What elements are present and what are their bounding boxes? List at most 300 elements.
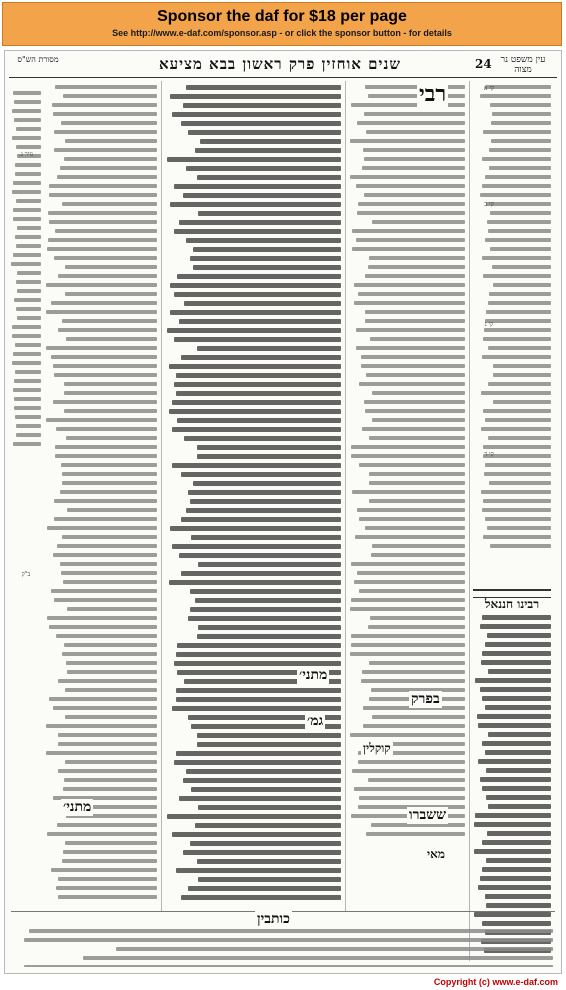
text-line <box>489 166 551 170</box>
text-line <box>195 598 341 603</box>
text-line <box>170 202 341 207</box>
text-line <box>17 316 41 320</box>
text-line <box>46 310 157 314</box>
copyright-link[interactable]: Copyright (c) www.e-daf.com <box>433 977 558 987</box>
gemara-label: גמ׳ <box>307 713 324 729</box>
text-line <box>55 445 157 449</box>
text-line <box>64 391 157 395</box>
text-line <box>60 562 157 566</box>
text-line <box>13 352 42 356</box>
text-line <box>478 723 551 728</box>
text-line <box>58 895 157 899</box>
text-line <box>485 418 551 422</box>
text-line <box>55 229 157 233</box>
text-line <box>46 418 157 422</box>
text-line <box>482 741 551 746</box>
tosafot-column <box>45 85 157 905</box>
text-line <box>16 145 42 149</box>
text-line <box>197 454 341 459</box>
text-line <box>181 571 341 576</box>
text-line <box>56 886 157 890</box>
text-line <box>176 391 341 396</box>
text-line <box>83 956 553 960</box>
text-line <box>359 589 465 593</box>
text-line <box>356 238 465 242</box>
text-line <box>15 163 41 167</box>
text-line <box>372 418 465 422</box>
side-note-3: קי ג <box>484 321 494 328</box>
text-line <box>170 526 341 531</box>
text-line <box>351 562 465 566</box>
text-line <box>493 373 551 377</box>
text-line <box>350 733 465 737</box>
text-line <box>55 85 157 89</box>
text-line <box>485 238 551 242</box>
text-line <box>46 283 157 287</box>
text-line <box>480 777 551 782</box>
text-line <box>482 921 551 926</box>
text-line <box>487 526 551 530</box>
text-line <box>14 406 41 410</box>
text-line <box>491 139 551 143</box>
text-line <box>190 841 341 846</box>
text-line <box>190 589 341 594</box>
text-line <box>170 310 341 315</box>
gemara-column <box>165 85 341 905</box>
text-line <box>176 652 341 657</box>
text-line <box>51 589 157 593</box>
text-line <box>176 751 341 756</box>
text-line <box>16 244 42 248</box>
text-line <box>485 894 551 899</box>
text-line <box>483 130 551 134</box>
text-line <box>486 903 551 908</box>
text-line <box>53 400 157 404</box>
text-line <box>197 445 341 450</box>
text-line <box>354 580 465 584</box>
text-line <box>370 337 465 341</box>
text-line <box>61 463 157 467</box>
text-line <box>482 184 551 188</box>
text-line <box>46 751 157 755</box>
text-line <box>486 795 551 800</box>
divider <box>161 81 162 911</box>
text-line <box>63 580 157 584</box>
text-line <box>24 965 553 967</box>
text-line <box>58 733 157 737</box>
text-line <box>63 94 157 98</box>
text-line <box>16 307 41 311</box>
text-line <box>478 885 551 890</box>
text-line <box>15 343 41 347</box>
text-line <box>484 472 551 476</box>
text-line <box>49 625 157 629</box>
text-line <box>14 397 41 401</box>
header-rule <box>9 77 557 78</box>
text-line <box>356 346 465 350</box>
text-line <box>480 687 551 692</box>
text-line <box>487 220 551 224</box>
text-line <box>49 184 157 188</box>
text-line <box>369 481 465 485</box>
text-line <box>53 706 157 710</box>
text-line <box>365 85 465 89</box>
text-line <box>65 841 157 845</box>
text-line <box>58 769 157 773</box>
text-line <box>116 947 553 951</box>
text-line <box>489 148 551 152</box>
text-line <box>56 634 157 638</box>
text-line <box>48 211 157 215</box>
text-line <box>12 190 41 194</box>
text-line <box>366 832 465 836</box>
text-line <box>177 643 341 648</box>
footer-commentary <box>13 929 553 967</box>
text-line <box>62 481 157 485</box>
text-line <box>13 91 41 95</box>
text-line <box>356 184 465 188</box>
text-line <box>14 379 41 383</box>
text-line <box>49 697 157 701</box>
text-line <box>490 544 551 548</box>
text-line <box>364 400 465 404</box>
text-line <box>47 616 157 620</box>
text-line <box>198 805 341 810</box>
text-line <box>54 598 157 602</box>
text-line <box>13 442 41 446</box>
text-line <box>485 750 551 755</box>
text-line <box>356 328 465 332</box>
text-line <box>62 652 157 656</box>
text-line <box>174 292 341 297</box>
text-line <box>197 859 341 864</box>
mesoret-header: מסורת הש"ס <box>17 55 59 64</box>
text-line <box>60 166 157 170</box>
text-line <box>64 778 157 782</box>
text-line <box>64 409 157 413</box>
text-line <box>169 409 341 414</box>
text-line <box>57 175 157 179</box>
margin-word-2: ששברו <box>409 807 447 823</box>
text-line <box>370 616 465 620</box>
text-line <box>62 859 157 863</box>
text-line <box>354 301 465 305</box>
text-line <box>474 849 551 854</box>
text-line <box>58 742 157 746</box>
text-line <box>193 265 341 270</box>
text-line <box>15 370 41 374</box>
text-line <box>488 669 551 674</box>
text-line <box>363 148 465 152</box>
text-line <box>480 624 551 629</box>
text-line <box>358 202 465 206</box>
text-line <box>485 463 551 467</box>
text-line <box>170 94 341 99</box>
text-line <box>13 388 41 392</box>
text-line <box>352 490 465 494</box>
text-line <box>181 121 341 126</box>
text-line <box>47 247 157 251</box>
text-line <box>365 526 465 530</box>
text-line <box>190 499 341 504</box>
text-line <box>366 373 465 377</box>
text-line <box>359 517 465 521</box>
text-line <box>361 679 465 683</box>
text-line <box>186 85 341 90</box>
text-line <box>58 679 157 683</box>
text-line <box>183 103 341 108</box>
text-line <box>188 886 341 891</box>
text-line <box>16 424 42 428</box>
text-line <box>172 832 341 837</box>
text-line <box>361 364 465 368</box>
text-line <box>481 490 551 494</box>
text-line <box>362 166 465 170</box>
text-line <box>60 490 157 494</box>
text-line <box>46 346 157 350</box>
rabbeinu-chananel-title: רבינו חננאל <box>484 597 540 611</box>
text-line <box>490 103 551 107</box>
margin-word-3: קוקלין <box>363 741 391 755</box>
text-line <box>482 786 551 791</box>
running-title: שנים אוחזין פרק ראשון בבא מציעא <box>159 55 401 73</box>
text-line <box>190 607 341 612</box>
text-line <box>49 193 157 197</box>
text-line <box>372 715 465 719</box>
text-line <box>169 364 341 369</box>
text-line <box>357 121 465 125</box>
text-line <box>350 175 465 179</box>
text-line <box>488 732 551 737</box>
text-line <box>351 454 465 458</box>
text-line <box>193 247 341 252</box>
text-line <box>177 274 341 279</box>
text-line <box>357 211 465 215</box>
text-line <box>16 199 41 203</box>
mesoret-note-2: ב"ק <box>21 571 31 578</box>
side-note-4: קי ד <box>484 451 494 458</box>
text-line <box>188 616 341 621</box>
text-line <box>351 445 465 449</box>
text-line <box>364 112 465 116</box>
text-line <box>364 157 465 161</box>
text-line <box>371 553 465 557</box>
text-line <box>12 109 41 113</box>
text-line <box>181 355 341 360</box>
text-line <box>474 912 551 917</box>
text-line <box>58 274 157 278</box>
text-line <box>195 823 341 828</box>
text-line <box>12 136 41 140</box>
text-line <box>477 714 551 719</box>
text-line <box>478 759 551 764</box>
text-line <box>53 364 157 368</box>
text-line <box>62 319 157 323</box>
text-line <box>67 670 157 674</box>
text-line <box>64 157 157 161</box>
text-line <box>482 696 551 701</box>
text-line <box>13 181 42 185</box>
text-line <box>488 804 551 809</box>
text-line <box>365 409 465 413</box>
text-line <box>177 418 341 423</box>
text-line <box>24 938 553 942</box>
kotvin-label: כותבין <box>257 911 290 927</box>
text-line <box>351 598 465 602</box>
text-line <box>493 400 551 404</box>
text-line <box>197 346 341 351</box>
banner-title: Sponsor the daf for $18 per page <box>157 8 407 25</box>
text-line <box>363 724 465 728</box>
text-line <box>350 607 465 611</box>
text-line <box>492 265 551 269</box>
text-line <box>176 373 341 378</box>
text-line <box>169 580 341 585</box>
text-line <box>54 148 157 152</box>
text-line <box>362 427 465 431</box>
text-line <box>183 778 341 783</box>
text-line <box>54 499 157 503</box>
text-line <box>482 157 551 161</box>
text-line <box>51 868 157 872</box>
text-line <box>491 121 551 125</box>
text-line <box>65 760 157 764</box>
text-line <box>372 220 465 224</box>
ein-mishpat-column <box>479 85 551 555</box>
text-line <box>352 769 465 773</box>
text-line <box>65 139 157 143</box>
text-line <box>482 355 551 359</box>
text-line <box>52 103 157 107</box>
text-line <box>63 787 157 791</box>
text-line <box>170 283 341 288</box>
text-line <box>368 778 465 782</box>
text-line <box>483 535 551 539</box>
text-line <box>65 688 157 692</box>
text-line <box>184 301 341 306</box>
text-line <box>51 301 157 305</box>
rabbi-opening-word: רבי <box>419 81 447 107</box>
text-line <box>167 328 341 333</box>
side-note-1: קי א <box>483 85 495 92</box>
text-line <box>493 364 551 368</box>
text-line <box>195 148 341 153</box>
text-line <box>362 670 465 674</box>
text-line <box>490 247 551 251</box>
divider <box>345 81 346 911</box>
text-line <box>350 139 465 143</box>
text-line <box>351 634 465 638</box>
sponsor-banner[interactable] <box>2 2 562 46</box>
text-line <box>355 535 465 539</box>
text-line <box>174 661 341 666</box>
text-line <box>364 193 465 197</box>
text-line <box>483 274 551 278</box>
text-line <box>54 256 157 260</box>
text-line <box>179 220 341 225</box>
text-line <box>181 472 341 477</box>
talmud-page <box>4 50 562 974</box>
text-line <box>186 238 341 243</box>
text-line <box>366 130 465 134</box>
text-line <box>190 256 341 261</box>
text-line <box>176 868 341 873</box>
text-line <box>352 229 465 233</box>
text-line <box>172 112 341 117</box>
text-line <box>482 615 551 620</box>
text-line <box>488 382 551 386</box>
text-line <box>488 301 551 305</box>
text-line <box>174 184 341 189</box>
text-line <box>55 454 157 458</box>
text-line <box>359 382 465 386</box>
text-line <box>483 499 551 503</box>
text-line <box>67 508 157 512</box>
text-line <box>487 831 551 836</box>
text-line <box>181 517 341 522</box>
text-line <box>46 724 157 728</box>
text-line <box>65 292 157 296</box>
text-line <box>369 472 465 476</box>
text-line <box>54 517 157 521</box>
text-line <box>57 823 157 827</box>
text-line <box>58 877 157 881</box>
text-line <box>63 850 157 854</box>
text-line <box>48 238 157 242</box>
text-line <box>54 373 157 377</box>
text-line <box>482 508 551 512</box>
text-line <box>481 427 551 431</box>
text-line <box>484 328 551 332</box>
text-line <box>485 517 551 521</box>
text-line <box>483 445 551 449</box>
text-line <box>65 265 157 269</box>
text-line <box>186 769 341 774</box>
mesoret-column <box>11 91 41 911</box>
text-line <box>492 112 551 116</box>
text-line <box>486 310 551 314</box>
text-line <box>357 508 465 512</box>
text-line <box>17 271 41 275</box>
text-line <box>15 415 41 419</box>
margin-word-4: מאי <box>427 847 445 861</box>
text-line <box>354 283 465 287</box>
text-line <box>17 289 41 293</box>
text-line <box>193 481 341 486</box>
text-line <box>64 382 157 386</box>
text-line <box>64 643 157 647</box>
text-line <box>482 256 551 260</box>
text-line <box>474 822 551 827</box>
text-line <box>480 193 551 197</box>
text-line <box>191 535 341 540</box>
text-line <box>12 334 41 338</box>
text-line <box>488 229 551 233</box>
text-line <box>197 733 341 738</box>
text-line <box>176 688 341 693</box>
text-line <box>191 787 341 792</box>
text-line <box>488 346 551 350</box>
text-line <box>351 643 465 647</box>
text-line <box>16 127 41 131</box>
text-line <box>475 813 551 818</box>
text-line <box>179 319 341 324</box>
text-line <box>176 697 341 702</box>
text-line <box>483 337 551 341</box>
text-line <box>359 463 465 467</box>
text-line <box>12 325 41 329</box>
text-line <box>51 355 157 359</box>
